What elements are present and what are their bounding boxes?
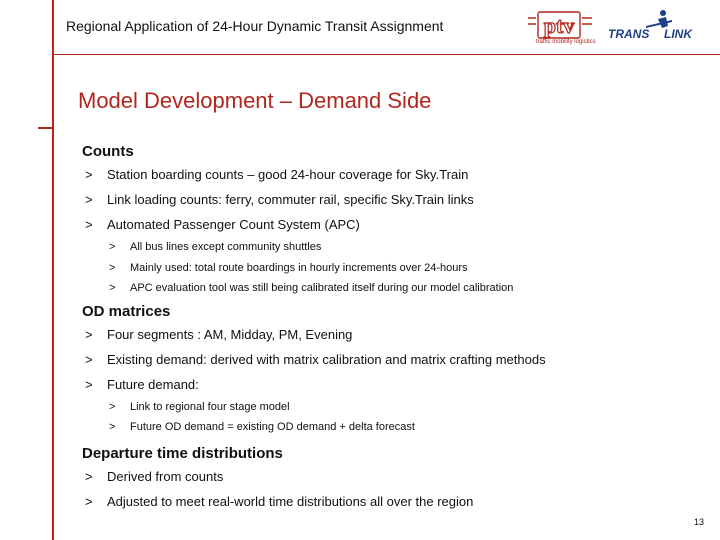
sub-bullet-item: > APC evaluation tool was still being calibrated itself during our model calibration: [82, 278, 702, 299]
bullet-item: > Existing demand: derived with matrix calibration and matrix crafting methods: [82, 347, 702, 372]
section-heading-counts: Counts: [82, 143, 134, 160]
section-heading-od-matrices: OD matrices: [82, 302, 171, 320]
sub-bullet-item: > Mainly used: total route boardings in hourly increments over 24-hours: [82, 258, 702, 279]
translink-logo-right: LINK: [664, 27, 692, 41]
bullet-marker: >: [85, 167, 93, 182]
translink-logo-left: TRANS: [608, 27, 650, 41]
sub-bullet-item: > All bus lines except community shuttles: [82, 237, 702, 258]
sub-bullet-item: > Future OD demand = existing OD demand + delta forecast: [82, 417, 702, 438]
bullet-marker: >: [85, 376, 93, 392]
bullet-marker: >: [85, 493, 93, 509]
sub-bullet-marker: >: [109, 241, 116, 253]
slide-content: [82, 142, 702, 514]
ptv-tagline: traffic mobility logistics: [536, 39, 596, 45]
bullet-item: > Station boarding counts – good 24-hour coverage for Sky.Train: [82, 162, 702, 187]
ptv-logo-text: ptv: [543, 13, 575, 38]
slide-title: Model Development – Demand Side: [78, 88, 432, 113]
bullet-item: > Future demand:: [82, 372, 702, 397]
sub-bullet-marker: >: [109, 421, 116, 433]
translink-logo: [606, 8, 706, 44]
bullet-item: > Four segments : AM, Midday, PM, Evening: [82, 322, 702, 347]
bullet-marker: >: [85, 192, 93, 207]
bullet-marker: >: [85, 217, 93, 232]
bullet-marker: >: [85, 326, 93, 342]
section-heading-departure-time: Departure time distributions: [82, 444, 283, 462]
sub-bullet-marker: >: [109, 400, 116, 413]
page-number: 13: [694, 517, 705, 527]
sub-bullet-item: > Link to regional four stage model: [82, 397, 702, 418]
header-title: Regional Application of 24-Hour Dynamic Transit Assignment: [66, 18, 444, 34]
header-divider-line: [52, 54, 720, 55]
bullet-item: > Derived from counts: [82, 464, 702, 489]
bullet-item: > Adjusted to meet real-world time distributions all over the region: [82, 489, 702, 514]
sub-bullet-marker: >: [109, 261, 116, 274]
sub-bullet-marker: >: [109, 282, 116, 294]
bullet-marker: >: [85, 468, 93, 484]
left-accent-line: [52, 0, 54, 540]
bullet-marker: >: [85, 351, 93, 367]
title-accent-tick: [38, 127, 54, 129]
bullet-item: > Link loading counts: ferry, commuter rail, specific Sky.Train links: [82, 187, 702, 212]
bullet-item: > Automated Passenger Count System (APC): [82, 212, 702, 237]
